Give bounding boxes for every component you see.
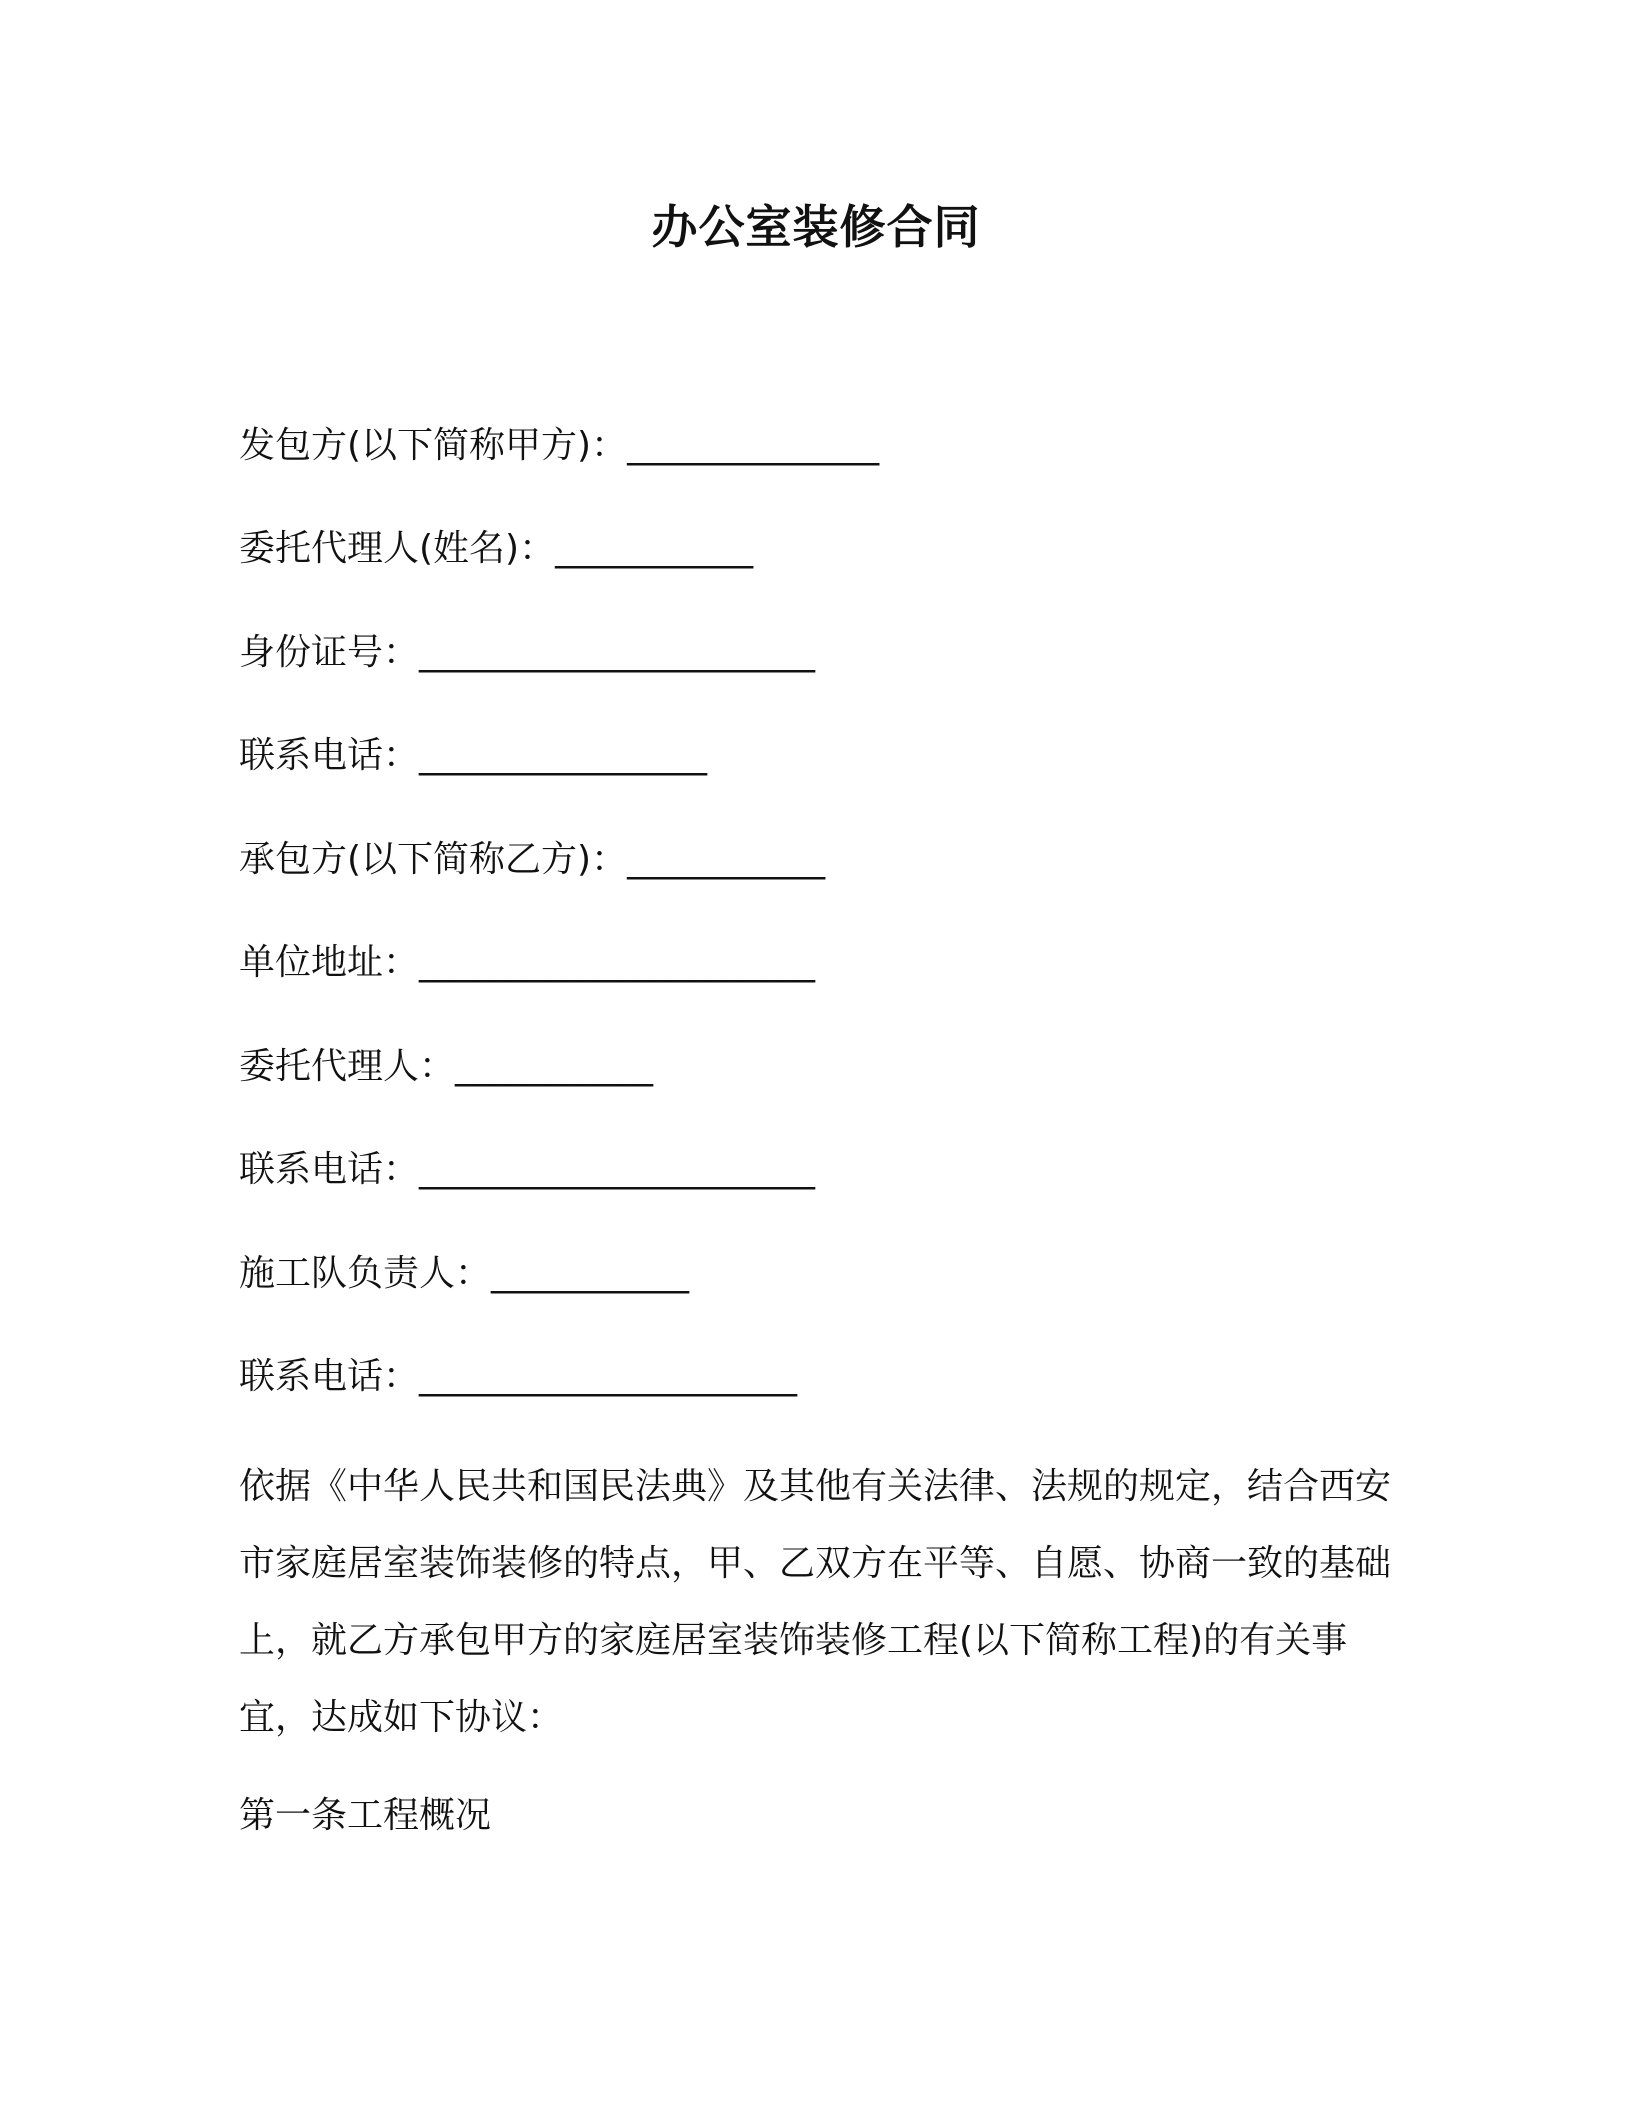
field-label: 施工队负责人： bbox=[239, 1253, 492, 1294]
document-title: 办公室装修合同 bbox=[651, 200, 981, 254]
field-label: 单位地址： bbox=[239, 942, 420, 983]
field-blank: ___________ bbox=[491, 1253, 690, 1294]
field-blank: ______________________ bbox=[419, 1149, 816, 1190]
field-label: 联系电话： bbox=[239, 1149, 420, 1190]
field-phone-crew bbox=[239, 1351, 797, 1403]
field-label: 联系电话： bbox=[239, 1356, 420, 1397]
field-blank: ___________ bbox=[455, 1046, 654, 1087]
field-phone-b bbox=[239, 1144, 815, 1196]
field-agent bbox=[239, 1041, 653, 1093]
field-blank: ___________ bbox=[627, 839, 826, 880]
field-company-address bbox=[239, 937, 815, 989]
agreement-paragraph: 依据《中华人民共和国民法典》及其他有关法律、法规的规定，结合西安市家庭居室装饰装修的特点，甲、乙双方在平等、自愿、协商一致的基础上，就乙方承包甲方的家庭居室装饰装修工程(以下简称工程)的有关事宜，达成如下协议： bbox=[239, 1466, 1392, 1738]
field-label: 承包方(以下简称乙方)： bbox=[239, 839, 628, 880]
field-blank: _____________________ bbox=[419, 1356, 798, 1397]
field-blank: ___________ bbox=[555, 528, 754, 569]
field-label: 委托代理人(姓名)： bbox=[239, 528, 556, 569]
field-label: 身份证号： bbox=[239, 632, 420, 673]
field-blank: ________________ bbox=[419, 735, 708, 776]
field-phone-a bbox=[239, 730, 707, 782]
field-blank: ______________________ bbox=[419, 942, 816, 983]
section-heading: 第一条工程概况 bbox=[239, 1795, 492, 1836]
field-label: 发包方(以下简称甲方)： bbox=[239, 425, 628, 466]
field-id-number bbox=[239, 627, 815, 679]
field-agent-name bbox=[239, 523, 753, 575]
field-party-b bbox=[239, 834, 825, 886]
field-label: 联系电话： bbox=[239, 735, 420, 776]
field-blank: ______________________ bbox=[419, 632, 816, 673]
field-crew-leader bbox=[239, 1248, 689, 1300]
field-blank: ______________ bbox=[627, 425, 880, 466]
field-label: 委托代理人： bbox=[239, 1046, 456, 1087]
field-party-a bbox=[239, 420, 879, 472]
